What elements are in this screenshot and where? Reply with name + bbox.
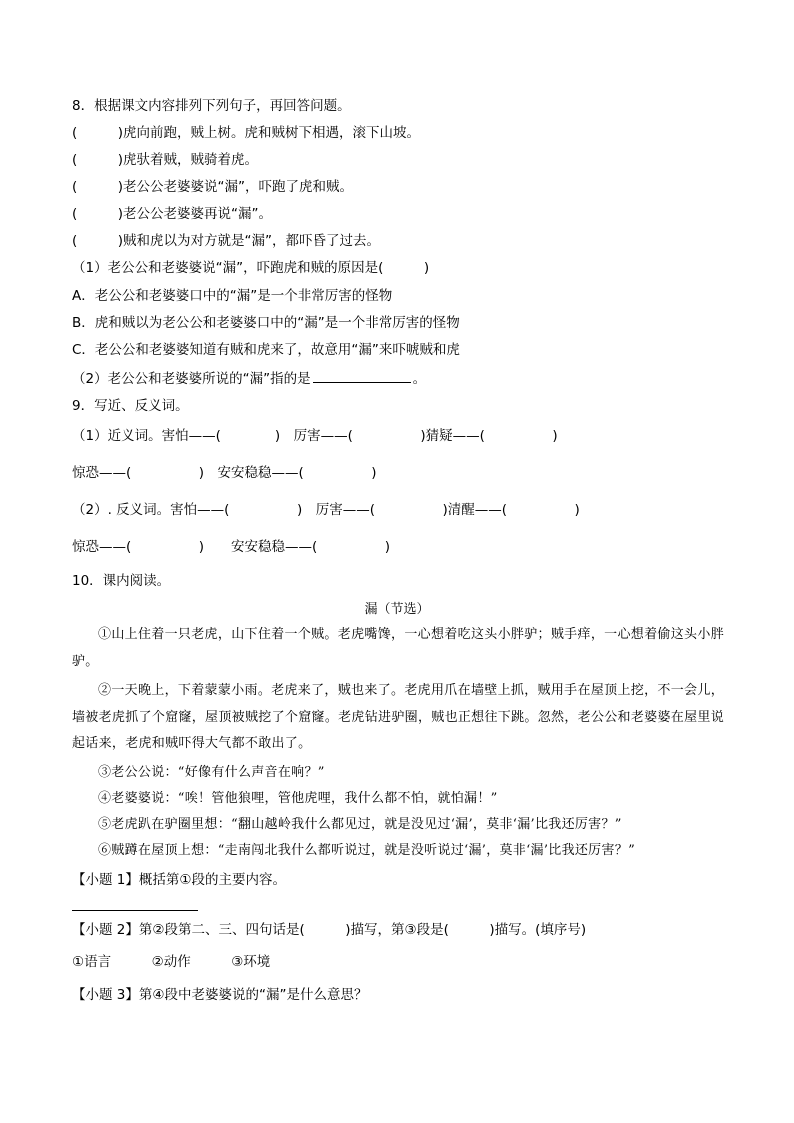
passage-paragraph-4: ④老婆婆说：“唉！管他狼哩，管他虎哩，我什么都不怕，就怕漏！” bbox=[98, 791, 498, 806]
q8-option-c: C．老公公和老婆婆知道有贼和虎来了，故意用“漏”来吓唬贼和虎 bbox=[72, 342, 460, 358]
q10-sub2: 【小题 2】第②段第二、三、四句话是( )描写，第③段是( )描写。(填序号) bbox=[72, 922, 587, 938]
q8-sub2-text: （2）老公公和老婆婆所说的“漏”指的是 bbox=[72, 371, 311, 387]
passage-title: 漏（节选） bbox=[364, 602, 430, 617]
q8-option-a: A．老公公和老婆婆口中的“漏”是一个非常厉害的怪物 bbox=[72, 288, 393, 304]
q9-antonym-row-2: 惊恐——( ) 安安稳稳——( ) bbox=[72, 539, 391, 555]
q8-option-b: B．虎和贼以为老公公和老婆婆口中的“漏”是一个非常厉害的怪物 bbox=[72, 315, 460, 331]
q9-synonym-row-2: 惊恐——( ) 安安稳稳——( ) bbox=[72, 465, 377, 481]
q8-order-line-4: ( )老公公老婆婆再说“漏”。 bbox=[72, 206, 273, 222]
q8-sub1: （1）老公公和老婆婆说“漏”，吓跑虎和贼的原因是( ) bbox=[72, 260, 430, 276]
passage-paragraph-5: ⑤老虎趴在驴圈里想：“翻山越岭我什么都见过，就是没见过‘漏’，莫非‘漏’比我还厉害？” bbox=[98, 817, 622, 832]
passage-paragraph-1: ①山上住着一只老虎，山下住着一个贼。老虎嘴馋，一心想着吃这头小胖驴；贼手痒，一心想着偷这头小胖驴。 bbox=[72, 627, 724, 669]
q8-order-line-2: ( )虎驮着贼，贼骑着虎。 bbox=[72, 152, 259, 168]
q8-order-line-3: ( )老公公老婆婆说“漏”，吓跑了虎和贼。 bbox=[72, 179, 354, 195]
q10-title: 10．课内阅读。 bbox=[72, 573, 171, 589]
q8-order-line-5: ( )贼和虎以为对方就是“漏”，都吓昏了过去。 bbox=[72, 233, 381, 249]
q9-synonym-row-1: （1）近义词。害怕——( ) 厉害——( )猜疑——( ) bbox=[72, 428, 558, 444]
q10-sub2-options: ①语言 ②动作 ③环境 bbox=[72, 954, 271, 970]
passage-paragraph-2: ②一天晚上，下着蒙蒙小雨。老虎来了，贼也来了。老虎用爪在墙壁上抓，贼用手在屋顶上挖，不一会儿，墙被老虎抓了个窟窿，屋顶被贼挖了个窟窿。老虎钻进驴圈，贼也正想往下跳。忽然，老公公和老婆婆在屋里说起话来，老虎和贼吓得大气都不敢出了。 bbox=[72, 683, 724, 751]
q8-sub2-end: 。 bbox=[412, 371, 427, 387]
q10-sub3: 【小题 3】第④段中老婆婆说的“漏”是什么意思？ bbox=[72, 987, 368, 1003]
answer-blank[interactable] bbox=[313, 368, 411, 383]
q10-sub1: 【小题 1】概括第①段的主要内容。 bbox=[72, 872, 286, 888]
answer-line[interactable] bbox=[72, 910, 198, 911]
q8-title: 8．根据课文内容排列下列句子，再回答问题。 bbox=[72, 98, 351, 114]
q9-title: 9．写近、反义词。 bbox=[72, 398, 189, 414]
q9-antonym-row-1: （2）. 反义词。害怕——( ) 厉害——( )清醒——( ) bbox=[72, 502, 580, 518]
q8-sub2 bbox=[72, 368, 426, 388]
passage-paragraph-6: ⑥贼蹲在屋顶上想：“走南闯北我什么都听说过，就是没听说过‘漏’，莫非‘漏’比我还厉害？” bbox=[98, 843, 636, 858]
passage-paragraph-3: ③老公公说：“好像有什么声音在响？” bbox=[98, 765, 325, 780]
q8-order-line-1: ( )虎向前跑，贼上树。虎和贼树下相遇，滚下山坡。 bbox=[72, 125, 421, 141]
